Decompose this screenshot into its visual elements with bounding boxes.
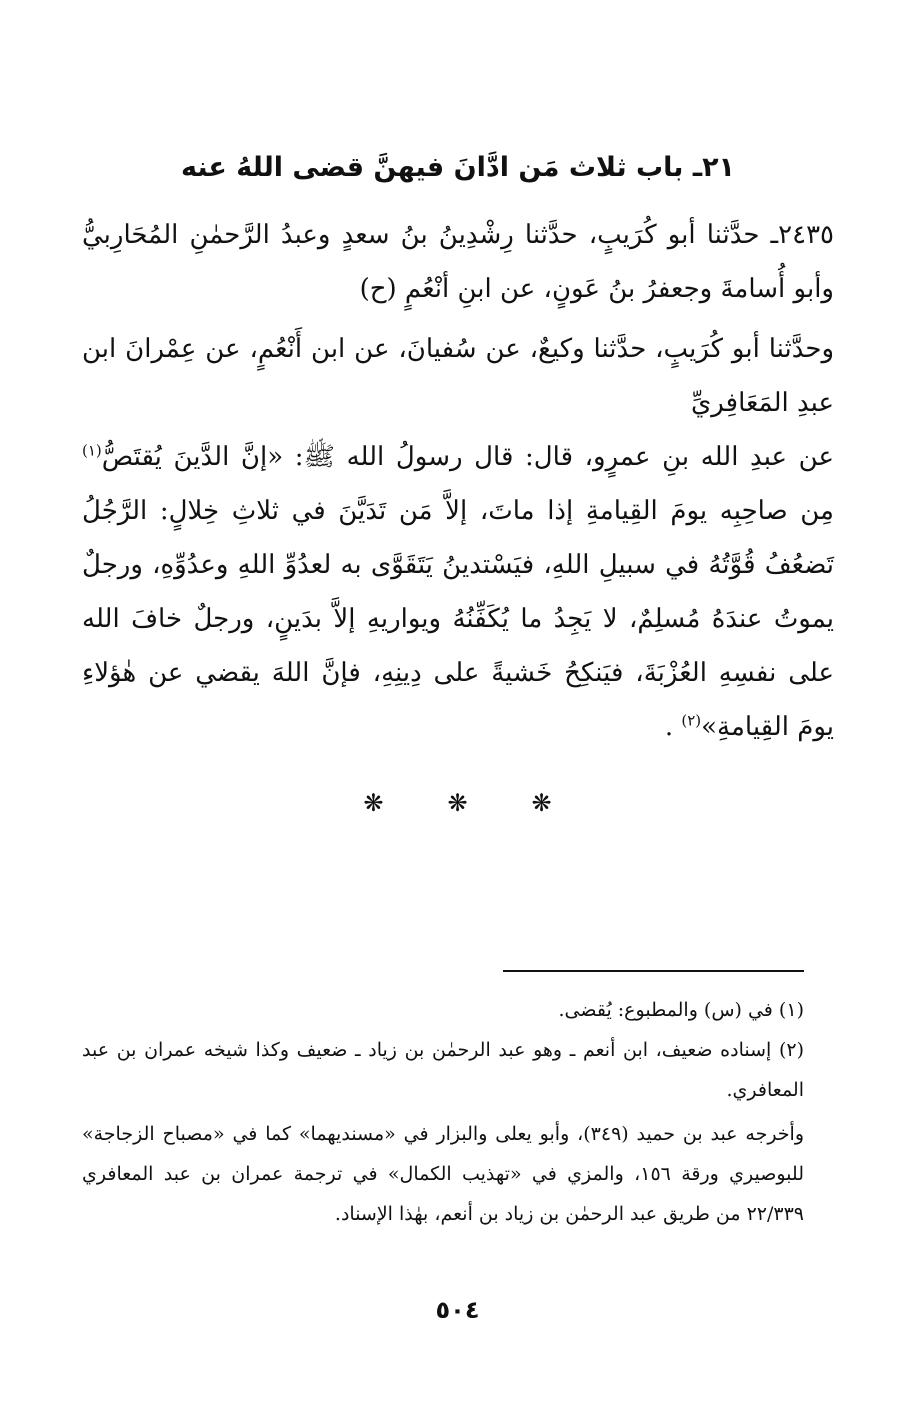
hadith-isnad-2: وحدَّثنا أبو كُرَيبٍ، حدَّثنا وكيعٌ، عن سُفيانَ، عن ابن أَنْعُمٍ، عن عِمْرانَ ابن عبدِ المَعَافِريِّ xyxy=(82,334,834,418)
page-number: ٥٠٤ xyxy=(435,1296,480,1324)
hadith-matn-text-2: مِن صاحِبِه يومَ القِيامةِ إذا ماتَ، إلاَّ مَن تَدَيَّنَ في ثلاثِ خِلالٍ: الرَّجُلُ تَضعُفُ قُوَّتُهُ في سبيلِ اللهِ، فيَسْتدينُ يَتَقَوَّى به لعدُوِّ اللهِ وعدُوِّهِ، ورجلٌ يموتُ عندَهُ مُسلِمٌ، لا يَجِدُ ما يُكَفِّنُهُ ويواريهِ إلاَّ بدَينٍ، ورجلٌ خافَ الله على نفسِهِ العُزْبَةَ، فيَنكِحُ خَشيةً على دِينِهِ، فإنَّ اللهَ يقضي عن هٰؤلاءِ يومَ القِيامةِ» xyxy=(82,496,834,742)
asterism-icon: ❋ xyxy=(531,789,552,817)
footnote-2-continued: وأخرجه عبد بن حميد (٣٤٩)، وأبو يعلى والبزار في «مسنديهما» كما في «مصباح الزجاجة» للبوصيري ورقة ١٥٦، والمزي في «تهذيب الكمال» في ترجمة عمران بن عبد المعافري ٢٢/٣٣٩ من طريق عبد الرحمٰن بن زياد بن أنعم، بهٰذا الإسناد. xyxy=(82,1123,805,1225)
hadith-matn xyxy=(82,430,834,754)
footnote-ref-2[interactable]: (٢) xyxy=(681,711,702,730)
footnote-1: (١) في (س) والمطبوع: يُقضى. xyxy=(558,999,804,1021)
hadith-matn-text-1: عن عبدِ الله بنِ عمرٍو، قال: قال رسولُ الله ﷺ: «إنَّ الدَّينَ يُقتَصُّ xyxy=(101,442,834,472)
hadith-isnad-1: ٢٤٣٥ـ حدَّثنا أبو كُرَيبٍ، حدَّثنا رِشْدِينُ بنُ سعدٍ وعبدُ الرَّحمٰنِ المُحَارِبيُّ وأبو أُسامةَ وجعفرُ بنُ عَونٍ، عن ابنِ أنْعُمٍ (ح) xyxy=(82,220,834,304)
asterism-icon: ❋ xyxy=(363,789,384,817)
asterism-icon: ❋ xyxy=(447,789,468,817)
footnotes xyxy=(82,990,804,1234)
footnote-2: (٢) إسناده ضعيف، ابن أنعم ـ وهو عبد الرحمٰن بن زياد ـ ضعيف وكذا شيخه عمران بن عبد المعافري. xyxy=(82,1039,804,1101)
section-separator xyxy=(0,788,915,818)
hadith-matn-end: . xyxy=(664,712,682,742)
footnote-divider xyxy=(503,970,804,972)
footnote-ref-1[interactable]: (١) xyxy=(82,441,102,460)
chapter-title: ٢١ـ باب ثلاث مَن ادَّانَ فيهنَّ قضى اللهُ عنه xyxy=(180,152,736,183)
